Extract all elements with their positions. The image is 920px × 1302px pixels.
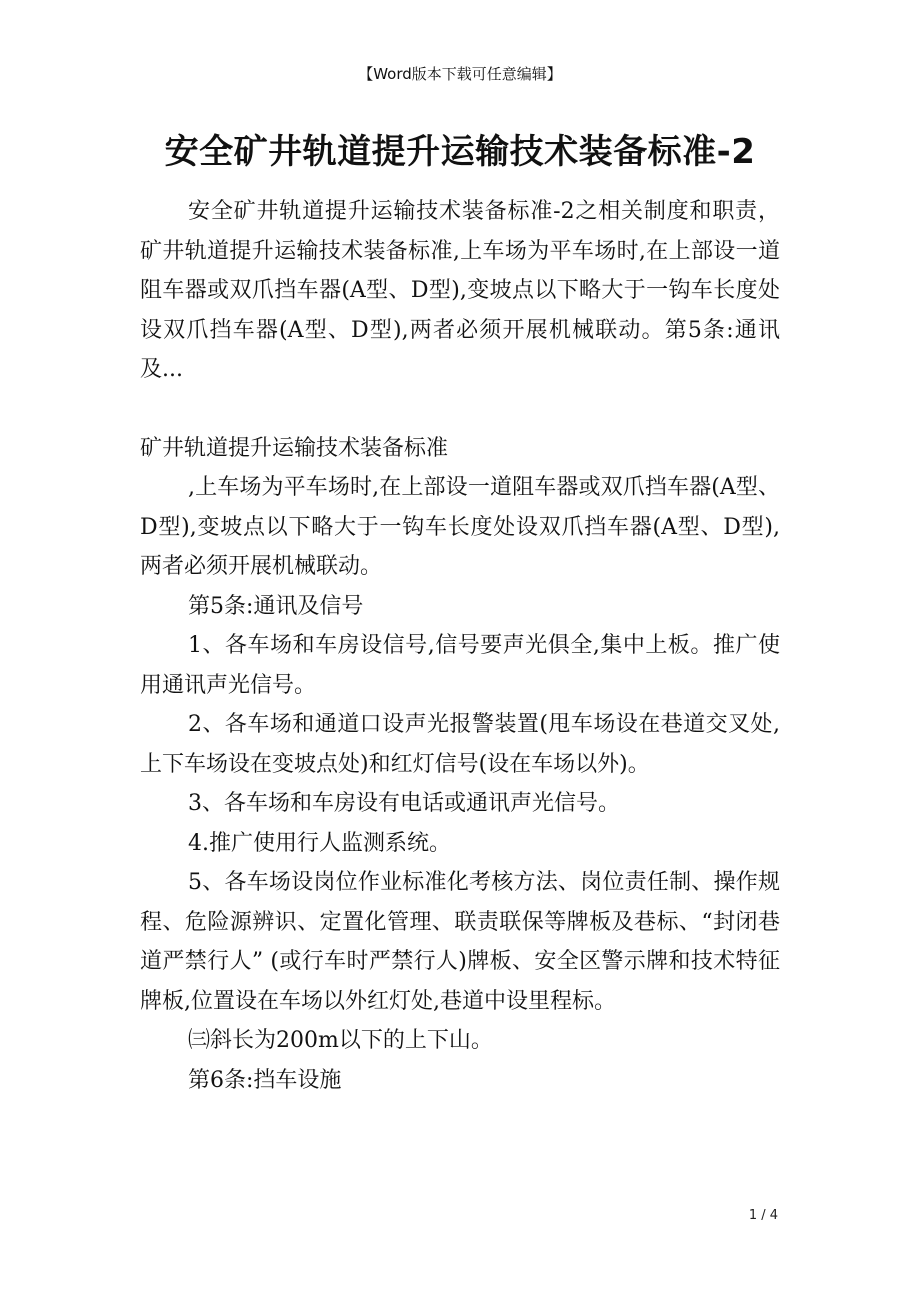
download-note: 【Word版本下载可任意编辑】: [358, 65, 562, 83]
article-heading: 第6条:挡车设施: [188, 1067, 342, 1093]
article-heading: 第5条:通讯及信号: [188, 593, 364, 619]
document-body: [140, 192, 780, 1100]
body-paragraph: ,上车场为平车场时,在上部设一道阻车器或双爪挡车器(A型、D型),变坡点以下略大于一钩车长度处设双爪挡车器(A型、D型),两者必须开展机械联动。: [140, 475, 780, 579]
paragraph-spacer: [140, 390, 780, 429]
body-paragraph: 3、各车场和车房设有电话或通讯声光信号。: [188, 791, 620, 816]
section-heading: 矿井轨道提升运输技术装备标准: [140, 435, 449, 461]
body-paragraph: 1、各车场和车房设信号,信号要声光俱全,集中上板。推广使用通讯声光信号。: [140, 633, 780, 698]
summary-paragraph: 安全矿井轨道提升运输技术装备标准-2之相关制度和职责，矿井轨道提升运输技术装备标准,上车场为平车场时,在上部设一道阻车器或双爪挡车器(A型、D型),变坡点以下略大于一钩车长度处设双爪挡车器(A型、D型),两者必须开展机械联动。第5条:通讯及...: [140, 199, 781, 382]
body-paragraph: 2、各车场和通道口设声光报警装置(甩车场设在巷道交叉处,上下车场设在变坡点处)和红灯信号(设在车场以外)。: [140, 712, 780, 777]
document-title: 安全矿井轨道提升运输技术装备标准-2: [164, 132, 756, 172]
body-paragraph: 4.推广使用行人监测系统。: [188, 830, 451, 856]
body-paragraph: 5、各车场设岗位作业标准化考核方法、岗位责任制、操作规程、危险源辨识、定置化管理、联责联保等牌板及巷标、“封闭巷道严禁行人” (或行车时严禁行人)牌板、安全区警示牌和技术特征牌板,位置设在车场以外红灯处,巷道中设里程标。: [140, 870, 780, 1014]
page-number: 1 / 4: [748, 1208, 778, 1223]
body-paragraph: ㈢斜长为200m以下的上下山。: [188, 1028, 493, 1053]
